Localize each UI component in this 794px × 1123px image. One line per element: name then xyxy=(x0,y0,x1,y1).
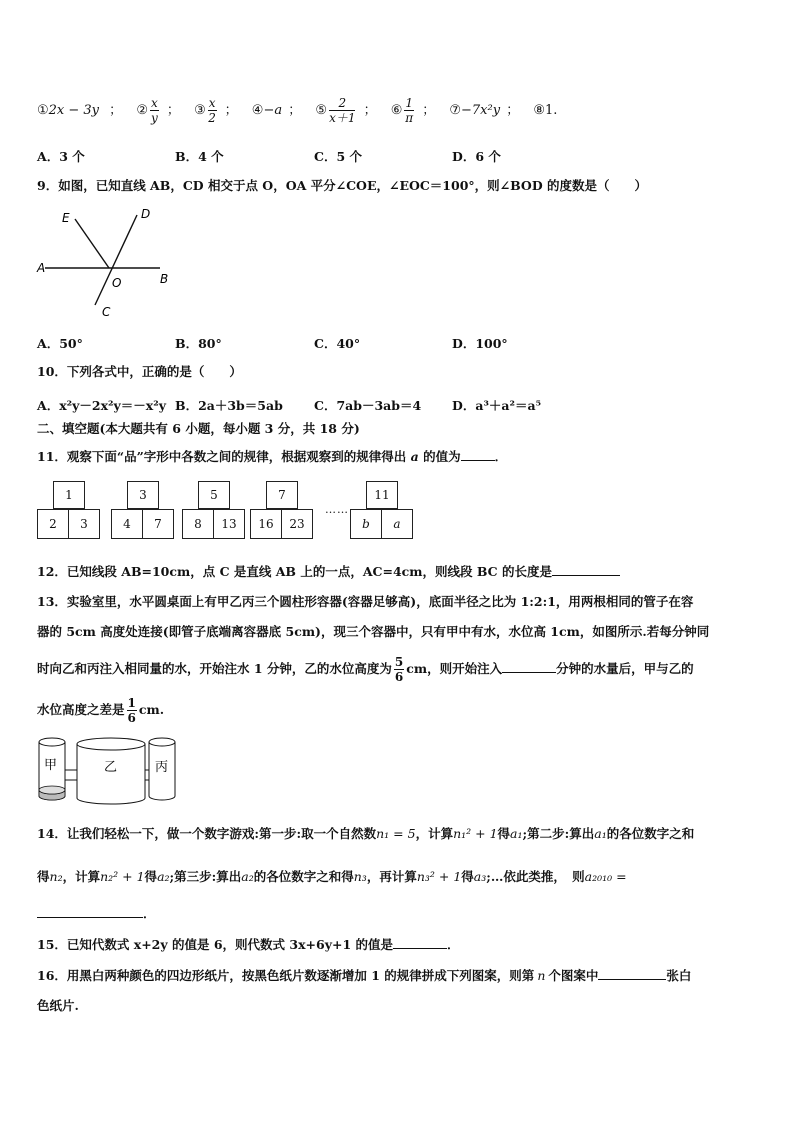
pin-right: 3 xyxy=(68,509,100,539)
q13-line-3 xyxy=(37,652,694,686)
q8-option-a[interactable]: A．3 个 xyxy=(37,149,85,164)
q14-period: ． xyxy=(143,906,156,921)
expr-1: 2x − 3y xyxy=(48,103,100,118)
q14-n3: n₃ xyxy=(353,869,367,884)
expr-7: −7x²y xyxy=(461,103,501,118)
q10-stem: 10．下列各式中，正确的是（ ） xyxy=(37,364,242,379)
q9-option-b[interactable]: B．80° xyxy=(175,336,222,351)
line-cd xyxy=(95,215,137,305)
pin-left: 2 xyxy=(37,509,69,539)
q14-text: ;…依此类推， 则 xyxy=(486,869,585,884)
q10-option-c[interactable]: C．7ab－3ab＝4 xyxy=(314,398,422,413)
q10-option-d[interactable]: D．a³＋a²＝a⁵ xyxy=(452,398,542,413)
q14-line-1 xyxy=(37,826,694,842)
label-bing: 丙 xyxy=(155,760,169,775)
label-b: B xyxy=(160,272,169,286)
q14-text: ;第二步:算出 xyxy=(522,826,595,841)
q13-line-1: 13．实验室里，水平圆桌面上有甲乙丙三个圆柱形容器(容器足够高)，底面半径之比为 1:2:1，用两根相同的管子在容 xyxy=(37,594,694,609)
numerator: x xyxy=(150,96,158,110)
q8-option-d[interactable]: D．6 个 xyxy=(452,149,501,164)
circled-5: ⑤ xyxy=(315,103,328,118)
q14-formula-3: n₃² + 1 xyxy=(416,869,462,884)
q11-stem-part-1: 11．观察下面“品”字形中各数之间的规律，根据观察到的规律得出 xyxy=(37,449,411,464)
q14-text: ;第三步:算出 xyxy=(169,869,242,884)
q14-line-2 xyxy=(37,869,627,885)
pipe-left xyxy=(65,770,77,780)
q12-text: 12．已知线段 AB=10cm，点 C 是直线 AB 上的一点，AC=4cm，则线段 BC 的长度是 xyxy=(37,564,552,579)
q14-a1: a₁ xyxy=(594,826,607,841)
q14-text: ，计算 xyxy=(62,869,101,884)
pin-left: b xyxy=(350,509,382,539)
q14-a2: a₂ xyxy=(241,869,254,884)
q14-answer-blank[interactable] xyxy=(37,905,143,918)
q10-option-a[interactable]: A．x²y－2x²y＝－x²y xyxy=(37,398,166,413)
q11-variable: a xyxy=(410,449,419,464)
expr-2-fraction xyxy=(150,96,159,125)
pipe-right xyxy=(145,770,149,780)
label-o: O xyxy=(112,276,122,290)
separator: ； xyxy=(109,103,123,118)
expr-6-fraction xyxy=(404,96,414,125)
pin-right: 13 xyxy=(213,509,245,539)
label-e: E xyxy=(62,211,70,225)
q9-option-d[interactable]: D．100° xyxy=(452,336,508,351)
pin-top: 5 xyxy=(198,481,230,509)
circled-2: ② xyxy=(136,103,148,118)
q14-a2010: a₂₀₁₀ = xyxy=(584,869,627,884)
separator: ； xyxy=(166,103,180,118)
q13-line-3-part-1: 时向乙和丙注入相同量的水，开始注水 1 分钟，乙的水位高度为 xyxy=(37,661,392,676)
numerator: 1 xyxy=(127,696,136,710)
denominator: 6 xyxy=(127,711,136,725)
label-c: C xyxy=(102,305,111,319)
pin-right: 7 xyxy=(142,509,174,539)
q13-line-3-part-2: cm，则开始注入 xyxy=(406,661,503,676)
q13-fraction-1-6 xyxy=(127,696,137,725)
pin-right: 23 xyxy=(281,509,313,539)
circled-6: ⑥ xyxy=(390,103,403,118)
separator: ； xyxy=(224,103,238,118)
q16-variable: n xyxy=(537,968,546,983)
q9-option-c[interactable]: C．40° xyxy=(314,336,361,351)
pin-right: a xyxy=(381,509,413,539)
q8-option-b[interactable]: B．4 个 xyxy=(175,149,224,164)
numerator: 1 xyxy=(405,96,414,110)
q14-text: 的各位数字之和得 xyxy=(253,869,354,884)
q15-period: ． xyxy=(447,937,460,952)
denominator: π xyxy=(405,111,414,125)
q13-line-4-part-2: cm. xyxy=(138,702,165,717)
separator: ； xyxy=(506,103,520,118)
numerator: x xyxy=(208,96,216,110)
q10-option-b[interactable]: B．2a＋3b＝5ab xyxy=(175,398,283,413)
q15-answer-blank[interactable] xyxy=(393,936,447,949)
pin-left: 16 xyxy=(250,509,282,539)
q12-stem xyxy=(37,563,620,580)
q14-a2: a₂ xyxy=(157,869,170,884)
q16-answer-blank[interactable] xyxy=(598,967,666,980)
q14-text: 的各位数字之和 xyxy=(606,826,695,841)
q14-line-3 xyxy=(37,905,156,922)
q16-text: 16．用黑白两种颜色的四边形纸片，按黑色纸片数逐渐增加 1 的规律拼成下列图案，则第 xyxy=(37,968,535,983)
q14-formula-1: n₁² + 1 xyxy=(453,826,498,841)
q13-fraction-5-6 xyxy=(394,655,404,684)
separator: ； xyxy=(363,103,377,118)
expr-3-fraction xyxy=(208,96,217,125)
label-a: A xyxy=(37,261,46,275)
q9-stem: 9．如图，已知直线 AB，CD 相交于点 O，OA 平分∠COE，∠EOC＝100°，则∠BOD 的度数是（ ） xyxy=(37,178,648,193)
label-jia: 甲 xyxy=(44,758,58,773)
separator: ； xyxy=(288,103,302,118)
denominator: 2 xyxy=(208,111,216,125)
q15-text: 15．已知代数式 x+2y 的值是 6，则代数式 3x+6y+1 的值是 xyxy=(37,937,393,952)
q13-line-3-part-3: 分钟的水量后，甲与乙的 xyxy=(556,661,694,676)
expr-5-fraction xyxy=(329,96,355,125)
q13-containers-figure xyxy=(35,734,180,812)
denominator: 6 xyxy=(394,670,404,684)
q14-formula-2: n₂² + 1 xyxy=(100,869,145,884)
circled-4: ④ xyxy=(251,103,264,118)
q14-n2: n₂ xyxy=(49,869,63,884)
label-d: D xyxy=(141,207,151,221)
pin-top: 3 xyxy=(127,481,159,509)
circled-3: ③ xyxy=(194,103,206,118)
denominator: x＋1 xyxy=(329,111,356,125)
q11-stem-part-2: 的值为 xyxy=(418,449,461,464)
q14-text: 得 xyxy=(461,869,474,884)
pin-left: 8 xyxy=(182,509,214,539)
q11-period: ． xyxy=(494,449,508,464)
q14-text: 得 xyxy=(144,869,158,884)
ray-oe xyxy=(75,219,109,268)
q15-stem xyxy=(37,936,460,953)
q13-line-4-part-1: 水位高度之差是 xyxy=(37,702,125,717)
q14-n1: n₁ = 5 xyxy=(376,826,416,841)
q8-expressions xyxy=(37,96,557,125)
q16-text: 张白 xyxy=(666,968,692,983)
q14-text: ，再计算 xyxy=(366,869,417,884)
circled-1: ① xyxy=(37,103,49,118)
q13-answer-blank[interactable] xyxy=(502,660,556,673)
pin-top: 7 xyxy=(266,481,298,509)
q14-text: 得 xyxy=(37,869,50,884)
q11-stem xyxy=(37,448,507,465)
q14-a3: a₃ xyxy=(473,869,487,884)
denominator: y xyxy=(150,111,158,125)
pin-top: 1 xyxy=(53,481,85,509)
numerator: 2 xyxy=(329,96,355,111)
q16-line-1 xyxy=(37,967,691,984)
q12-answer-blank[interactable] xyxy=(552,563,620,576)
separator: ； xyxy=(422,103,436,118)
pin-left: 4 xyxy=(111,509,143,539)
q14-text: 得 xyxy=(497,826,511,841)
q13-line-4 xyxy=(37,693,164,727)
circled-8: ⑧1. xyxy=(533,103,558,118)
section-2-heading: 二、填空题(本大题共有 6 小题，每小题 3 分，共 18 分) xyxy=(37,421,360,436)
q14-text: 14．让我们轻松一下，做一个数字游戏:第一步:取一个自然数 xyxy=(37,826,377,841)
label-yi: 乙 xyxy=(104,760,118,775)
circled-7: ⑦ xyxy=(449,103,462,118)
q8-option-c[interactable]: C．5 个 xyxy=(314,149,362,164)
q16-line-2: 色纸片. xyxy=(37,998,79,1013)
q11-answer-blank[interactable] xyxy=(461,448,495,461)
numerator: 5 xyxy=(394,655,404,669)
pin-top: 11 xyxy=(366,481,398,509)
q9-option-a[interactable]: A．50° xyxy=(37,336,83,351)
q13-line-2: 器的 5cm 高度处连接(即管子底端离容器底 5cm)，现三个容器中，只有甲中有水，水位高 1cm，如图所示.若每分钟同 xyxy=(37,624,710,639)
q16-text: 个图案中 xyxy=(548,968,599,983)
q14-a1: a₁ xyxy=(510,826,523,841)
expr-4: −a xyxy=(263,103,283,118)
q11-ellipsis: …… xyxy=(325,503,349,516)
q9-angle-figure xyxy=(35,203,175,321)
q14-text: ，计算 xyxy=(415,826,454,841)
